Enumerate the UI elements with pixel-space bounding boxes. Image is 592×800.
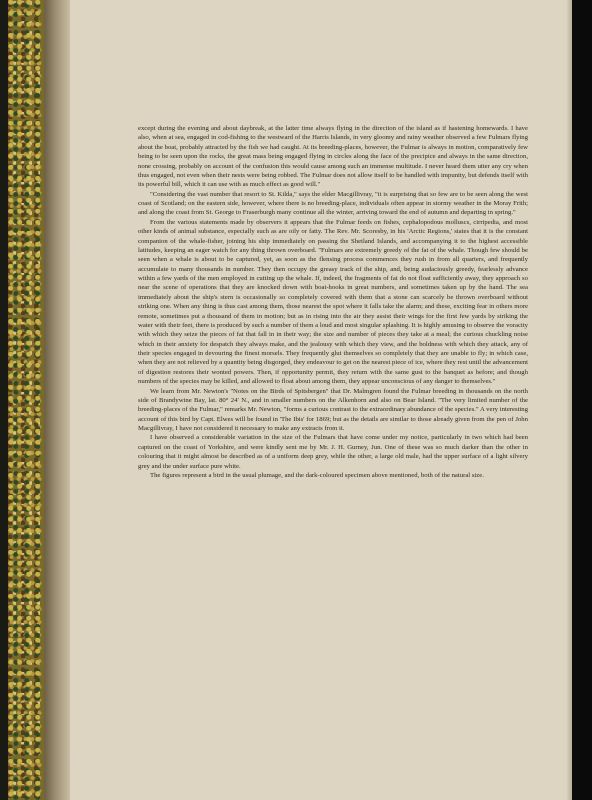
book-page [70,0,572,800]
paragraph-5: I have observed a considerable variation in the size of the Fulmars that have come under my notice, particularly in two which had been captured on the coast of Yorkshire, and were kindly sent me by Mr. J. H. Gurney, Jun. One of these was so much darker than the other in colouring that it might almost be described as of a uniform deep grey, while the other, a large old male, had the upper surface of a light silvery grey and the under surface pure white. [138,434,528,470]
paragraph-6: The figures represent a bird in the usual plumage, and the dark-coloured specimen above mentioned, both of the natural size. [150,471,484,479]
paragraph-4: We learn from Mr. Newton's "Notes on the Birds of Spitsbergen" that Dr. Malmgren found the Fulmar breeding in thousands on the north side of Brandywine Bay, lat. 80° 24′ N., and in smaller numbers on the Alkenhorn and also on Bear Island. "The very limited number of the breeding-places of the Fulmar," remarks Mr. Newton, "forms a curious contrast to the extraordinary abundance of the species." A very interesting account of this bird by Capt. Elwes will be found in 'The Ibis' for 1869; but as the details are similar to those already given from the pen of John Macgillivray, I have not considered it necessary to make any extracts from it. [138,387,528,432]
body-text [138,124,528,480]
paragraph-1: except during the evening and about daybreak, at the latter time always flying in the direction of the island as if hastening homewards. I have also, when at sea, engaged in cod-fishing to the westward of the Harris Islands, in very gloomy and rainy weather observed a few Fulmars flying about the boat, probably attracted by the fish we had caught. At its breeding-places, however, the Fulmar is always in motion, comparatively few being to be seen upon the rocks, the great mass being engaged flying in circles along the face of the precipice and always in the same direction, none crossing, probably on account of the confusion this would cause among such an immense multitude. I never heard them utter any cry when thus engaged, not even when their nests were being robbed. The Fulmar does not allow itself to be handled with impunity, but defends itself with its powerful bill, which it can use with as much effect as good will." [138,125,528,189]
paragraph-3: From the various statements made by observers it appears that the Fulmar feeds on fishes, cephalopodous molluscs, cirripedia, and most other kinds of animal substance, especially such as are oily or fatty. The Rev. Mr. Scoresby, in his 'Arctic Regions,' states that it is the constant companion of the whale-fisher, joining his ship immediately on passing the Shetland Islands, and accompanying it to the highest accessible latitudes, keeping an eager watch for any thing thrown overboard. "Fulmars are extremely greedy of the fat of the whale. Though few should be seen when a whale is about to be captured, yet, as soon as the flensing process commences they rush in from all quarters, and frequently accumulate to many thousands in number. They then occupy the greasy track of the ship, and, being audaciously greedy, fearlessly advance within a few yards of the men employed in cutting up the whale. If, indeed, the fragments of fat do not float sufficiently away, they approach so near the scene of operations that they are knocked down with boat-hooks in great numbers, and sometimes taken up by the hand. The sea immediately about the ship's stern is occasionally so completely covered with them that a stone can scarcely be thrown overboard without striking one. When any thing is thus cast among them, those nearest the spot where it falls take the alarm; and these, exciting fear in others more remote, sometimes put a thousand of them in motion; but as in rising into the air they assist their wings for the first few yards by striking the water with their feet, there is produced by such a number of them a loud and most singular splashing. It is highly amusing to observe the voracity with which they seize the pieces of fat that fall in in their way; the size and number of pieces they take at a meal; the curious chuckling noise which in their anxiety for despatch they always make, and the jealousy with which they view, and the boldness with which they attack, any of their species engaged in devouring the finest morsels. They frequently glut themselves so completely that they are unable to fly; in which case, when they are not relieved by a quantity being disgorged, they endeavour to get on the nearest piece of ice, where they rest until the advancement of digestion restores their wonted powers. Then, if opportunity permit, they return with the same gust to the banquet as before; and though numbers of the species may be killed, and allowed to float about among them, they appear unconscious of any danger to themselves." [138,218,528,386]
paragraph-2: "Considering the vast number that resort to St. Kilda," says the elder Macgillivray, "it is surprising that so few are to be seen along the west coast of Scotland; on the eastern side, however, where there is no breeding-place, individuals often appear in stormy weather in the Moray Frith; and along the coast from St. George to Fraserburgh many continue all the winter, arriving toward the end of autumn and departing in spring." [138,190,528,217]
scan-background-right [572,0,592,800]
book-spine-edge [0,0,8,800]
page-gutter [44,0,70,800]
marbled-endpaper [8,0,44,800]
